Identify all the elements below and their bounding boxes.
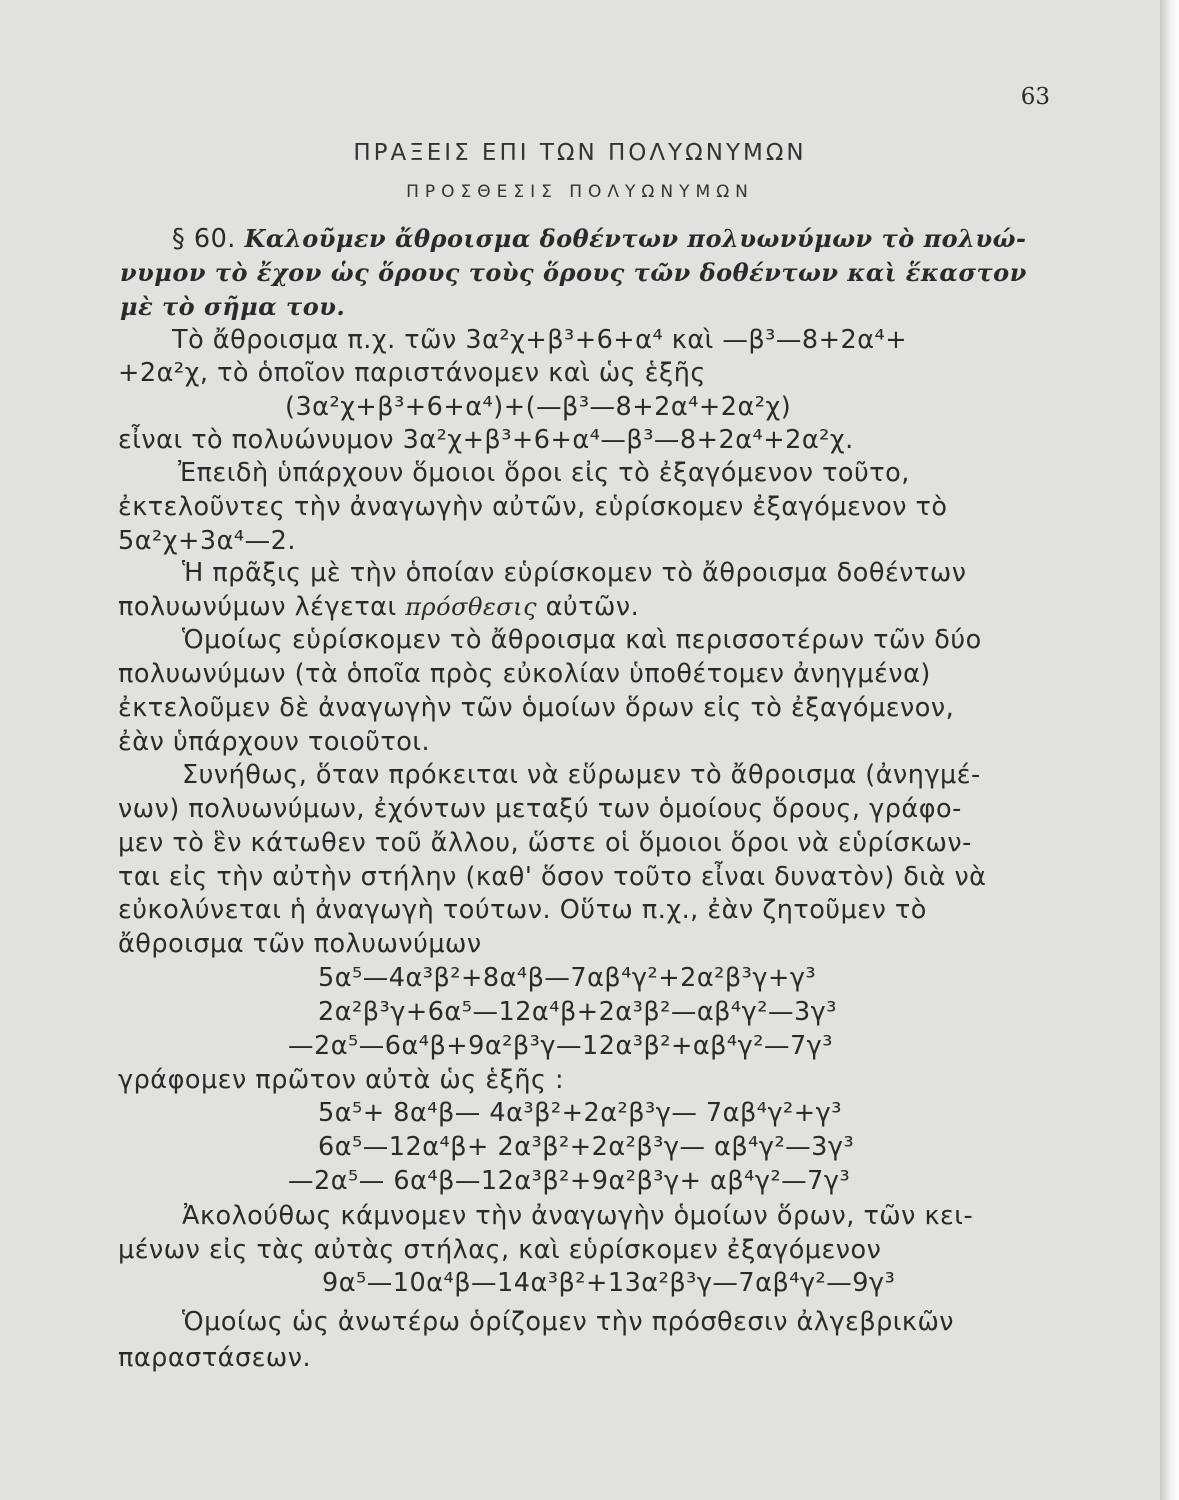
polynomial-3: —2α⁵—6α⁴β+9α²β³γ—12α³β²+αβ⁴γ²—7γ³ (288, 1031, 833, 1061)
paragraph-7-line-1: Ὁμοίως ὡς ἀνωτέρω ὁρίζομεν τὴν πρόσθεσιν ἀλγεβρικῶν (182, 1307, 955, 1337)
aligned-row-1: 5α⁵+ 8α⁴β— 4α³β²+2α²β³γ— 7αβ⁴γ²+γ³ (318, 1098, 842, 1128)
section-heading: ΠΡΟΣΘΕΣΙΣ ΠΟΛΥΩΝΥΜΩΝ (406, 182, 754, 202)
paragraph-4-line-1: Ὁμοίως εὑρίσκομεν τὸ ἄθροισμα καὶ περισσοτέρων τῶν δύο (182, 625, 982, 655)
definition-line-2: νυμον τὸ ἔχον ὡς ὅρους τοὺς ὅρους τῶν δοθέντων καὶ ἕκαστον (120, 258, 1027, 287)
aligned-row-3: —2α⁵— 6α⁴β—12α³β²+9α²β³γ+ αβ⁴γ²—7γ³ (288, 1166, 851, 1196)
paragraph-4-line-2: πολυωνύμων (τὰ ὁποῖα πρὸς εὐκολίαν ὑποθέτομεν ἀνηγμένα) (118, 659, 931, 689)
paragraph-3-text-a: πολυωνύμων λέγεται (118, 592, 397, 622)
paragraph-4-line-4: ἐὰν ὑπάρχουν τοιοῦτοι. (118, 727, 431, 757)
paragraph-5-line-4: ται εἰς τὴν αὐτὴν στήλην (καθ' ὅσον τοῦτο εἶναι δυνατὸν) διὰ νὰ (118, 862, 987, 892)
paragraph-5-line-3: μεν τὸ ἓν κάτωθεν τοῦ ἄλλου, ὥστε οἱ ὅμοιοι ὅροι νὰ εὑρίσκων- (118, 828, 972, 858)
section-number: § 60. (172, 224, 236, 254)
example-line-4: εἶναι τὸ πολυώνυμον 3α²χ+β³+6+α⁴—β³—8+2α⁴+2α²χ. (118, 425, 854, 455)
paragraph-3-line-2 (118, 590, 639, 624)
page-edge (1160, 0, 1179, 1500)
paragraph-3-line-1: Ἡ πρᾶξις μὲ τὴν ὁποίαν εὑρίσκομεν τὸ ἄθροισμα δοθέντων (182, 558, 967, 588)
term-prosthesis: πρόσθεσις (405, 593, 538, 621)
paragraph-5-line-5: εὐκολύνεται ἡ ἀναγωγὴ τούτων. Οὕτω π.χ., ἐὰν ζητοῦμεν τὸ (118, 895, 927, 925)
aligned-row-2: 6α⁵—12α⁴β+ 2α³β²+2α²β³γ— αβ⁴γ²—3γ³ (318, 1132, 855, 1162)
example-expression: (3α²χ+β³+6+α⁴)+(—β³—8+2α⁴+2α²χ) (285, 392, 792, 422)
definition-line-1 (172, 222, 1026, 256)
polynomial-2: 2α²β³γ+6α⁵—12α⁴β+2α³β²—αβ⁴γ²—3γ³ (318, 997, 837, 1027)
paragraph-2-line-3: 5α²χ+3α⁴—2. (118, 526, 296, 556)
definition-text-1: Καλοῦμεν ἄθροισμα δοθέντων πολυωνύμων τὸ πολυώ- (244, 224, 1027, 253)
paragraph-2-line-1: Ἐπειδὴ ὑπάρχουν ὅμοιοι ὅροι εἰς τὸ ἐξαγόμενον τοῦτο, (178, 458, 910, 488)
page-number: 63 (1020, 84, 1050, 110)
polynomial-1: 5α⁵—4α³β²+8α⁴β—7αβ⁴γ²+2α²β³γ+γ³ (318, 963, 817, 993)
example-line-2: +2α²χ, τὸ ὁποῖον παριστάνομεν καὶ ὡς ἑξῆς (118, 358, 706, 388)
paragraph-5-line-6: ἄθροισμα τῶν πολυωνύμων (118, 929, 482, 959)
paragraph-5-line-1: Συνήθως, ὅταν πρόκειται νὰ εὕρωμεν τὸ ἄθροισμα (ἀνηγμέ- (182, 760, 981, 790)
write-as-line: γράφομεν πρῶτον αὐτὰ ὡς ἑξῆς : (118, 1065, 565, 1095)
paragraph-2-line-2: ἐκτελοῦντες τὴν ἀναγωγὴν αὐτῶν, εὑρίσκομεν ἐξαγόμενον τὸ (118, 492, 948, 522)
result-polynomial: 9α⁵—10α⁴β—14α³β²+13α²β³γ—7αβ⁴γ²—9γ³ (322, 1268, 896, 1298)
paragraph-6-line-2: μένων εἰς τὰς αὐτὰς στήλας, καὶ εὑρίσκομεν ἐξαγόμενον (118, 1235, 882, 1265)
example-line-1: Τὸ ἄθροισμα π.χ. τῶν 3α²χ+β³+6+α⁴ καὶ —β³—8+2α⁴+ (172, 325, 908, 355)
paragraph-4-line-3: ἐκτελοῦμεν δὲ ἀναγωγὴν τῶν ὁμοίων ὅρων εἰς τὸ ἐξαγόμενον, (118, 693, 955, 723)
definition-line-3: μὲ τὸ σῆμα του. (120, 292, 346, 321)
paragraph-3-text-b: αὐτῶν. (545, 592, 640, 622)
chapter-heading: ΠΡΑΞΕΙΣ ΕΠΙ ΤΩΝ ΠΟΛΥΩΝΥΜΩΝ (353, 140, 807, 166)
paragraph-7-line-2: παραστάσεων. (118, 1343, 312, 1373)
paragraph-5-line-2: νων) πολυωνύμων, ἐχόντων μεταξύ των ὁμοίους ὅρους, γράφο- (118, 794, 962, 824)
paragraph-6-line-1: Ἀκολούθως κάμνομεν τὴν ἀναγωγὴν ὁμοίων ὅρων, τῶν κει- (182, 1201, 974, 1231)
